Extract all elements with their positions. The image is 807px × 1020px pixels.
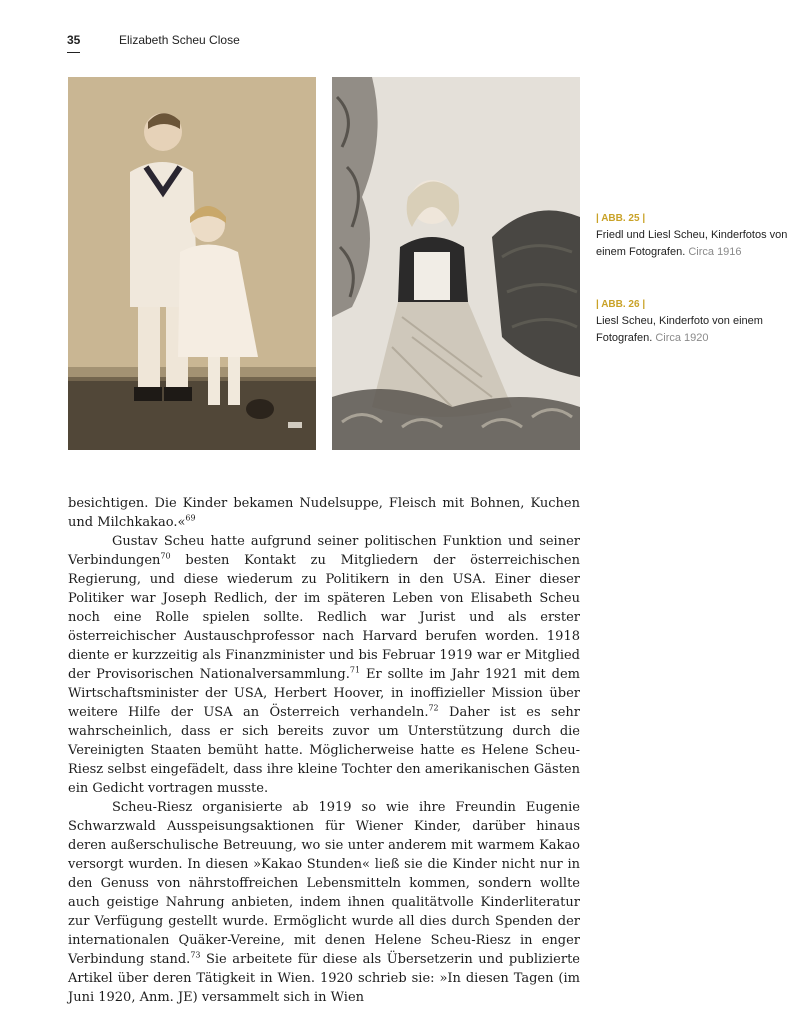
- footnote-ref-69[interactable]: 69: [185, 513, 196, 523]
- footnote-ref-72[interactable]: 72: [428, 703, 439, 713]
- body-text: [68, 494, 580, 1007]
- figure-label-25: | ABB. 25 |: [596, 213, 646, 224]
- footnote-ref-73[interactable]: 73: [190, 950, 201, 960]
- paragraph-1-text: besichtigen. Die Kinder bekamen Nudelsuppe, Fleisch mit Bohnen, Kuchen und Milchkakao.«: [68, 496, 580, 530]
- page-number: 35: [67, 33, 81, 47]
- running-title: Elizabeth Scheu Close: [119, 33, 240, 47]
- figure-caption-26: [596, 296, 796, 347]
- figure-date-26: Circa 1920: [655, 332, 709, 344]
- paragraph-3-text-2: Sie arbeitete für diese als Übersetzerin und publizierte Artikel über deren Tätigkeit in Wien. 1920 schrieb sie: »In diesen Tagen (im Juni 1920, Anm. JE) versammelt sich in Wien: [68, 952, 580, 1005]
- figure-caption-text-25: Friedl und Liesl Scheu, Kinderfotos von einem Fotografen.: [596, 229, 788, 258]
- photo-liesl-illustration: [332, 77, 580, 450]
- figure-caption-25: [596, 210, 796, 261]
- paragraph-2-text-3: Er sollte im Jahr 1921 mit dem Wirtschaftsminister der USA, Herbert Hoover, in inoffizieller Mission über weitere Hilfe der USA an Österreich verhandeln.: [68, 667, 580, 720]
- paragraph-2-text-4: Daher ist es sehr wahrscheinlich, dass er sich bereits zuvor um Unterstützung durch die Vereinigten Staaten bemüht hatte. Möglicherweise hatte es Helene Scheu-Riesz selbst eingefädelt, dass ihre kleine Tochter den amerikanischen Gästen ein Gedicht vortragen musste.: [68, 705, 580, 796]
- paragraph-1: [68, 494, 580, 532]
- figure-date-25: Circa 1916: [688, 246, 742, 258]
- photo-friedl-and-liesl-illustration: [68, 77, 316, 450]
- page-number-rule: [67, 52, 80, 53]
- paragraph-2-text-1: Gustav Scheu hatte aufgrund seiner politischen Funktion und seiner Verbindungen: [68, 534, 580, 568]
- figure-label-26: | ABB. 26 |: [596, 299, 646, 310]
- figure-caption-text-26: Liesl Scheu, Kinderfoto von einem Fotografen.: [596, 315, 763, 344]
- footnote-ref-71[interactable]: 71: [349, 665, 361, 675]
- footnote-ref-70[interactable]: 70: [160, 551, 171, 561]
- photo-friedl-and-liesl: [68, 77, 316, 450]
- paragraph-3-text-1: Scheu-Riesz organisierte ab 1919 so wie ihre Freundin Eugenie Schwarzwald Ausspeisungsaktionen für Wiener Kinder, darüber hinaus deren außerschulische Betreuung, wo sie unter anderem mit warmem Kakao versorgt wurden. In diesen »Kakao Stunden« ließ sie die Kinder nicht nur in den Genuss von nährstoffreichen Lebensmitteln kommen, sondern wollte auch geistige Nahrung anbieten, indem ihnen qualitätvolle Kinderliteratur zur Verfügung gestellt wurde. Ermöglicht wurde all dies durch Spenden der internationalen Quäker-Vereine, mit denen Helene Scheu-Riesz in enger Verbindung stand.: [68, 800, 580, 967]
- paragraph-2: [68, 532, 580, 798]
- paragraph-3: [68, 798, 580, 1007]
- paragraph-2-text-2: besten Kontakt zu Mitgliedern der österreichischen Regierung, und diese wiederum zu Politikern in den USA. Einer dieser Politiker war Joseph Redlich, der im späteren Leben von Elisabeth Scheu noch eine Rolle spielen sollte. Redlich war Jurist und als erster österreichischer Austauschprofessor nach Harvard berufen worden. 1918 diente er kurzzeitig als Finanzminister und bis Februar 1919 war er Mitglied der Provisorischen Nationalversammlung.: [68, 553, 580, 682]
- photo-liesl: [332, 77, 580, 450]
